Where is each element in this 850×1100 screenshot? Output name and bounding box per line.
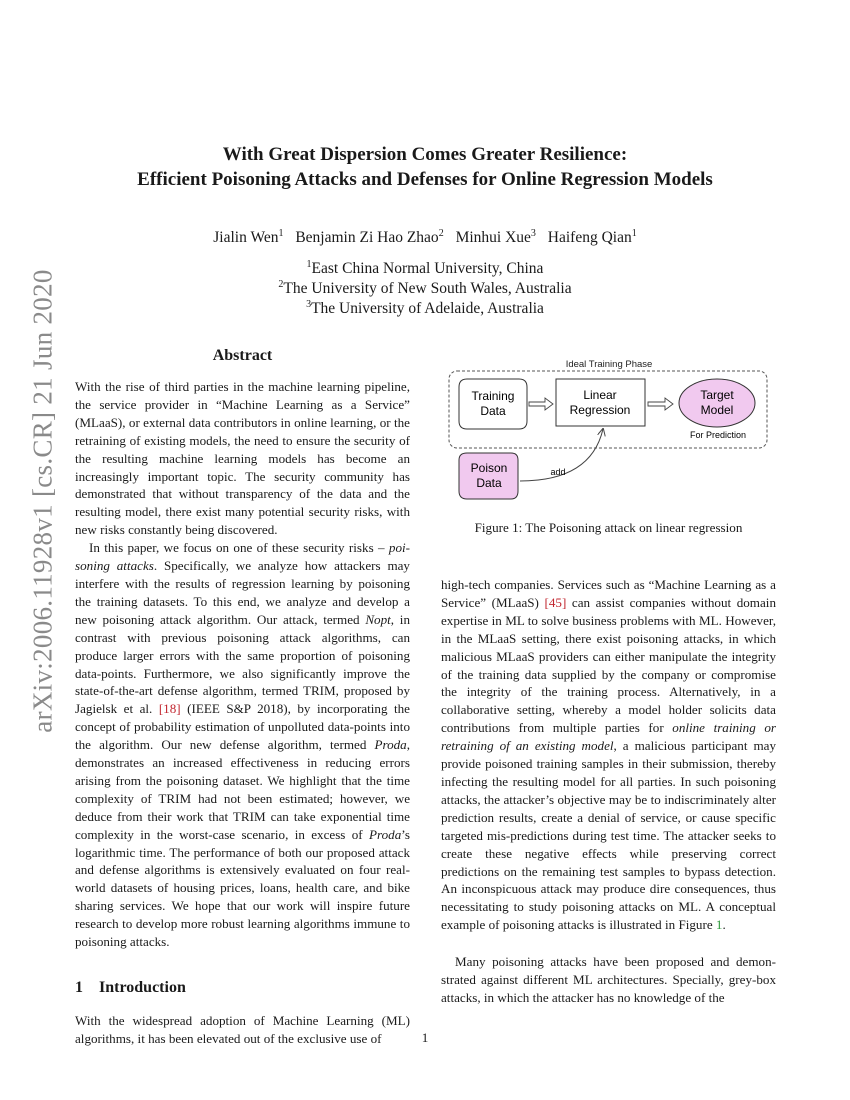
right-column — [441, 576, 776, 1007]
author: Benjamin Zi Hao Zhao$^2$ — [295, 228, 444, 246]
introduction-paragraph-2: Many poisoning attacks have been proposed and demonstrated against different ML architectures. Specially, grey-box attacks, in which the attacker has no knowledge of the — [441, 954, 776, 1005]
linear-regression-label-2: Regression — [569, 403, 631, 417]
introduction-paragraph-1: With the widespread adoption of Machine Learning (ML) algorithms, it has been elevated out of the exclusive use of — [75, 1013, 410, 1046]
arrow-icon — [648, 398, 673, 410]
abstract-paragraph-2: In this paper, we focus on one of these security risks – poisoning attacks. Specifically, we analyze how attackers may interfere with the results of regression learning by poisoning the training datasets. To this end, we analyze and develop a new poisoning attack algorithm. Our attack, termed Nopt, in contrast with previous poisoning attack algorithms, can produce larger errors with the same proportion of poisoning data-points. Furthermore, we also significantly improve the state-of-the-art defense algorithm, termed TRIM, proposed by Jagielsk et al. [18] (IEEE S&P 2018), by incorporating the concept of probability estimation of unpolluted data-points into the algorithm. Our new defense algorithm, termed Proda, demonstrates an increased effectiveness in reducing errors arising from the poisoning dataset. We highlight that the time complexity of TRIM had not been estimated; however, we deduce from their work that TRIM can take exponential time complexity in the worst-case scenario, in excess of Proda’s logarithmic time. The performance of both our proposed attack and defense algorithms is extensively evaluated on four real-world datasets of housing prices, loans, health care, and bike sharing services. We hope that our work will inspire future research to develop more robust learning algorithms immune to poisoning attacks. — [75, 540, 410, 950]
poison-data-label-2: Data — [476, 476, 502, 490]
introduction-paragraph-continued: high-tech companies. Services such as “Machine Learning as a Service” (MLaaS) [45] can assist companies without domain expertise in ML to solve business problems with ML. However, in the MLaaS setting, there exist poisoning attacks, in which malicious MLaaS providers can either manipulate the integrity of the training data supplied by the company or compromise the integrity of the training process. Alternatively, in a collaborative setting, whereby a model holder solicits data contributions from multiple parties for online training or retraining of an existing model, a malicious participant may provide poisoned training samples in their submission, thereby infecting the resulting model for all parties. In such poisoning attacks, the attacker’s objective may be to indiscriminately alter prediction results, create a denial of service, or cause specific targeted mis-predictions during test time. The attacker seeks to create these negative effects while preserving correct predictions on the remaining test samples to bypass detection. An inconspicuous attack may produce dire consequences, thus necessitating to study poisoning attacks on ML. A conceptual example of poisoning attacks is illustrated in Figure 1. — [441, 577, 776, 933]
arxiv-stamp — [23, 269, 63, 733]
section-heading-introduction: 1 Introduction — [75, 979, 186, 996]
citation-link[interactable]: [18] — [158, 701, 181, 717]
add-label: add — [550, 467, 566, 477]
author: Haifeng Qian$^1$ — [547, 228, 637, 246]
author: Minhui Xue$^3$ — [455, 228, 536, 246]
left-column — [75, 346, 410, 1048]
affiliation: $^1$East China Normal University, China — [306, 259, 544, 277]
poisoning-diagram — [441, 353, 776, 513]
target-model-label-2: Model — [700, 403, 734, 417]
linear-regression-label-1: Linear — [583, 388, 617, 402]
poison-data-label-1: Poison — [470, 461, 508, 475]
affiliation: $^3$The University of Adelaide, Australia — [306, 299, 544, 317]
training-data-label-2: Data — [480, 404, 506, 418]
affiliation: $^2$The University of New South Wales, Australia — [278, 279, 572, 297]
title-line-2: Efficient Poisoning Attacks and Defenses for Online Regression Models — [137, 169, 713, 190]
citation-link[interactable]: [45] — [544, 594, 567, 610]
author-list — [0, 229, 850, 247]
arxiv-stamp-text: arXiv:2006.11928v1 [cs.CR] 21 Jun 2020 — [27, 269, 58, 733]
abstract-paragraph-1: With the rise of third parties in the machine learning pipeline, the service provider in “Machine Learning as a Service” (MLaaS), or external data contributors in online learning, or the retraining of existing models, the need to ensure the security of the resulting machine learning models has become an increasingly important topic. The security community has demonstrated that without transparency of the data and the resulting model, there exist many potential security risks, with new risks constantly being discovered. — [75, 379, 410, 538]
page-number: 1 — [421, 1030, 429, 1045]
target-model-label-1: Target — [700, 388, 734, 402]
figure-caption: Figure 1: The Poisoning attack on linear regression — [474, 520, 743, 535]
abstract-heading: Abstract — [212, 347, 273, 364]
figure-reference-link[interactable]: 1 — [715, 917, 723, 933]
paper-title — [0, 142, 850, 192]
training-data-label-1: Training — [471, 389, 515, 403]
phase-label: Ideal Training Phase — [565, 359, 653, 370]
arrow-icon — [529, 398, 553, 410]
title-line-1: With Great Dispersion Comes Greater Resilience: — [222, 144, 628, 165]
for-prediction-label: For Prediction — [689, 430, 747, 440]
author: Jialin Wen$^1$ — [213, 228, 284, 246]
affiliation-list — [0, 259, 850, 319]
